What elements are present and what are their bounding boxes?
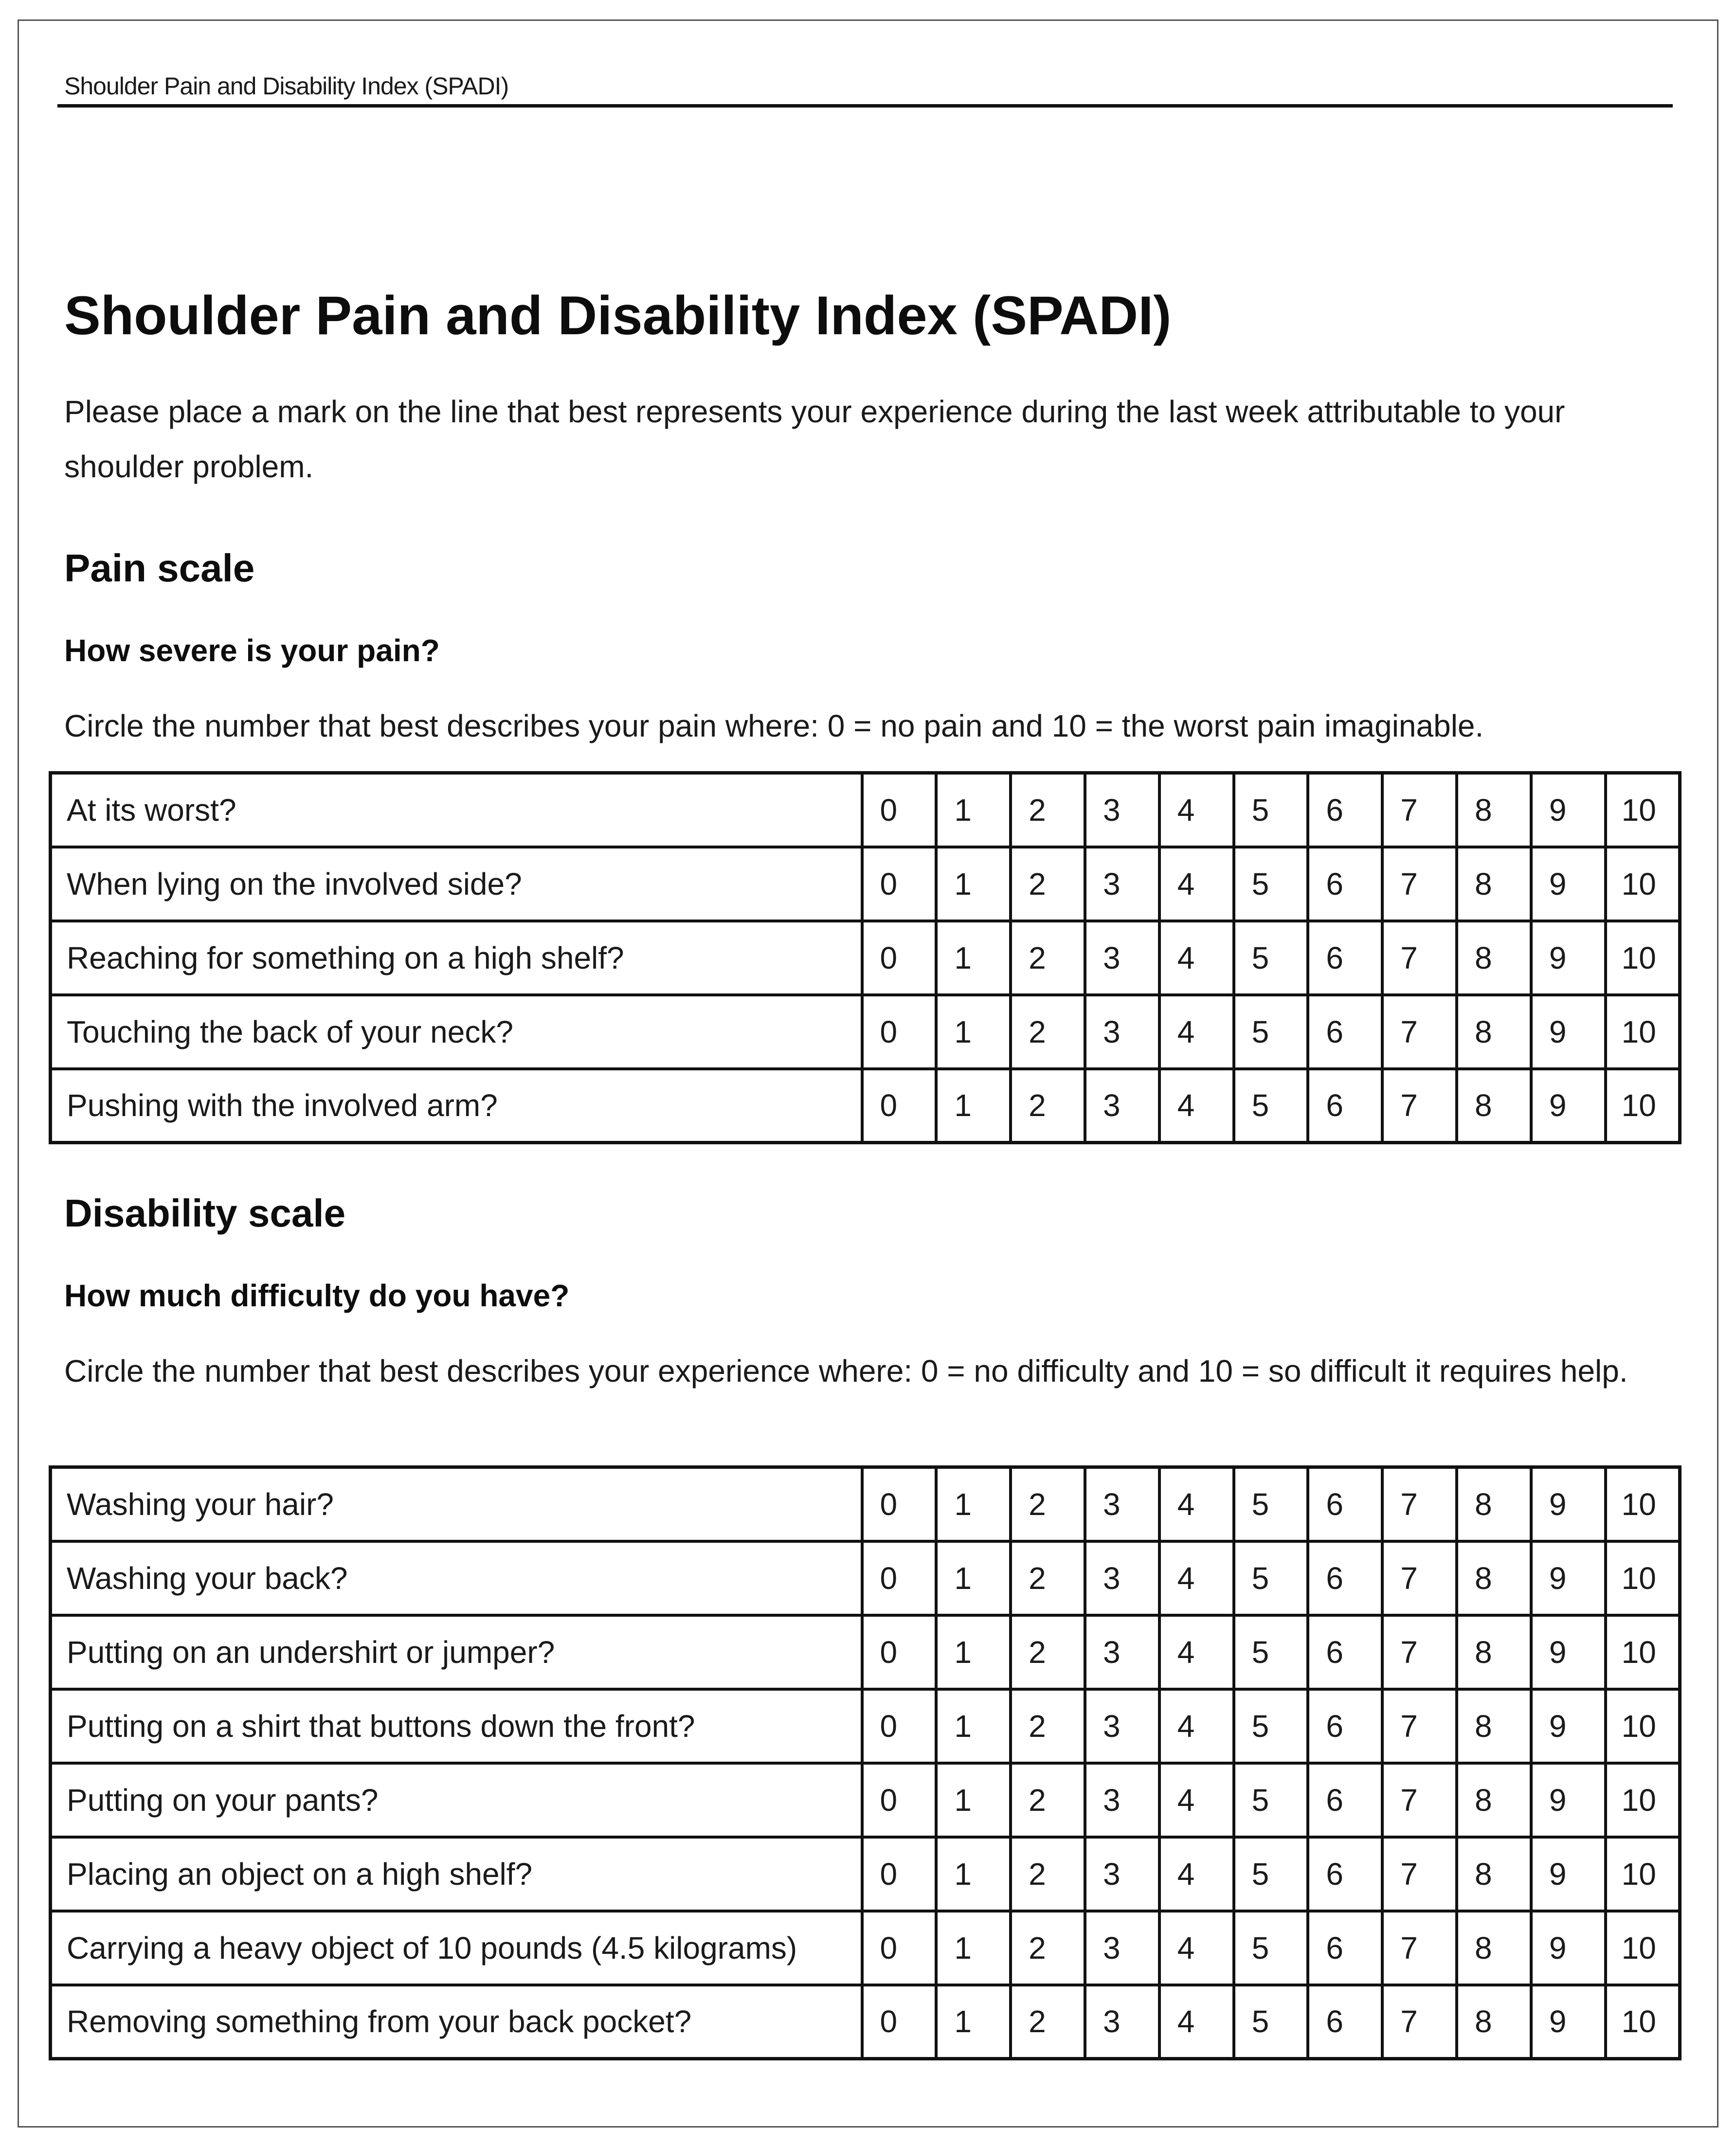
score-option-4[interactable]: 4: [1159, 1069, 1234, 1143]
score-option-5[interactable]: 5: [1234, 1615, 1308, 1689]
score-option-7[interactable]: 7: [1382, 921, 1457, 995]
disability-instruction: Circle the number that best describes your experience where: 0 = no difficulty and 10 = so difficult it requires help.: [64, 1353, 1628, 1389]
score-option-6[interactable]: 6: [1308, 1911, 1382, 1985]
score-option-4[interactable]: 4: [1159, 1615, 1234, 1689]
score-option-9[interactable]: 9: [1531, 1763, 1606, 1837]
score-option-3[interactable]: 3: [1085, 1467, 1159, 1541]
table-row: [51, 1541, 1680, 1615]
score-option-7[interactable]: 7: [1382, 1467, 1457, 1541]
score-option-7[interactable]: 7: [1382, 1615, 1457, 1689]
score-option-4[interactable]: 4: [1159, 995, 1234, 1069]
score-option-4[interactable]: 4: [1159, 921, 1234, 995]
score-option-8[interactable]: 8: [1457, 773, 1531, 847]
score-option-9[interactable]: 9: [1531, 1911, 1606, 1985]
score-option-0[interactable]: 0: [862, 773, 937, 847]
score-option-5[interactable]: 5: [1234, 847, 1308, 921]
score-option-10[interactable]: 10: [1606, 1467, 1680, 1541]
score-option-8[interactable]: 8: [1457, 1615, 1531, 1689]
score-option-1[interactable]: 1: [936, 1069, 1011, 1143]
score-option-2[interactable]: 2: [1011, 1763, 1085, 1837]
score-option-9[interactable]: 9: [1531, 995, 1606, 1069]
header-rule: [57, 104, 1673, 108]
score-option-3[interactable]: 3: [1085, 1985, 1159, 2059]
score-option-9[interactable]: 9: [1531, 773, 1606, 847]
score-option-6[interactable]: 6: [1308, 773, 1382, 847]
score-option-1[interactable]: 1: [936, 1541, 1011, 1615]
score-option-5[interactable]: 5: [1234, 921, 1308, 995]
score-option-0[interactable]: 0: [862, 1689, 937, 1763]
table-row: [51, 995, 1680, 1069]
score-option-10[interactable]: 10: [1606, 773, 1680, 847]
question-label: At its worst?: [51, 773, 862, 847]
score-option-7[interactable]: 7: [1382, 773, 1457, 847]
score-option-2[interactable]: 2: [1011, 1911, 1085, 1985]
disability-scale-heading: Disability scale: [64, 1191, 346, 1235]
score-option-1[interactable]: 1: [936, 1763, 1011, 1837]
score-option-0[interactable]: 0: [862, 1541, 937, 1615]
score-option-6[interactable]: 6: [1308, 1541, 1382, 1615]
question-label: Putting on an undershirt or jumper?: [51, 1615, 862, 1689]
question-label: Pushing with the involved arm?: [51, 1069, 862, 1143]
score-option-8[interactable]: 8: [1457, 1467, 1531, 1541]
score-option-3[interactable]: 3: [1085, 1911, 1159, 1985]
score-option-10[interactable]: 10: [1606, 1763, 1680, 1837]
question-label: Removing something from your back pocket?: [51, 1985, 862, 2059]
score-option-0[interactable]: 0: [862, 1615, 937, 1689]
score-option-10[interactable]: 10: [1606, 995, 1680, 1069]
score-option-1[interactable]: 1: [936, 1689, 1011, 1763]
score-option-1[interactable]: 1: [936, 1837, 1011, 1911]
score-option-0[interactable]: 0: [862, 847, 937, 921]
score-option-7[interactable]: 7: [1382, 995, 1457, 1069]
disability-question: How much difficulty do you have?: [64, 1278, 570, 1313]
score-option-3[interactable]: 3: [1085, 1837, 1159, 1911]
score-option-0[interactable]: 0: [862, 1763, 937, 1837]
score-option-10[interactable]: 10: [1606, 1911, 1680, 1985]
score-option-10[interactable]: 10: [1606, 1615, 1680, 1689]
score-option-1[interactable]: 1: [936, 1985, 1011, 2059]
score-option-0[interactable]: 0: [862, 1911, 937, 1985]
score-option-5[interactable]: 5: [1234, 1985, 1308, 2059]
score-option-6[interactable]: 6: [1308, 1069, 1382, 1143]
score-option-4[interactable]: 4: [1159, 847, 1234, 921]
score-option-2[interactable]: 2: [1011, 1069, 1085, 1143]
score-option-2[interactable]: 2: [1011, 1615, 1085, 1689]
score-option-3[interactable]: 3: [1085, 1689, 1159, 1763]
score-option-4[interactable]: 4: [1159, 1467, 1234, 1541]
score-option-9[interactable]: 9: [1531, 1689, 1606, 1763]
table-row: [51, 1689, 1680, 1763]
score-option-5[interactable]: 5: [1234, 1911, 1308, 1985]
score-option-9[interactable]: 9: [1531, 847, 1606, 921]
score-option-5[interactable]: 5: [1234, 1467, 1308, 1541]
table-row: [51, 1763, 1680, 1837]
question-label: Putting on a shirt that buttons down the front?: [51, 1689, 862, 1763]
score-option-7[interactable]: 7: [1382, 1985, 1457, 2059]
question-label: Reaching for something on a high shelf?: [51, 921, 862, 995]
table-row: [51, 773, 1680, 847]
question-label: Washing your hair?: [51, 1467, 862, 1541]
score-option-10[interactable]: 10: [1606, 1689, 1680, 1763]
score-option-2[interactable]: 2: [1011, 847, 1085, 921]
score-option-6[interactable]: 6: [1308, 1763, 1382, 1837]
score-option-10[interactable]: 10: [1606, 1837, 1680, 1911]
score-option-6[interactable]: 6: [1308, 1615, 1382, 1689]
pain-question: How severe is your pain?: [64, 633, 440, 668]
score-option-4[interactable]: 4: [1159, 1763, 1234, 1837]
score-option-7[interactable]: 7: [1382, 1837, 1457, 1911]
score-option-0[interactable]: 0: [862, 921, 937, 995]
score-option-3[interactable]: 3: [1085, 1069, 1159, 1143]
score-option-6[interactable]: 6: [1308, 1837, 1382, 1911]
score-option-6[interactable]: 6: [1308, 1689, 1382, 1763]
score-option-6[interactable]: 6: [1308, 995, 1382, 1069]
pain-scale-heading: Pain scale: [64, 546, 255, 590]
table-row: [51, 1467, 1680, 1541]
score-option-10[interactable]: 10: [1606, 1985, 1680, 2059]
score-option-8[interactable]: 8: [1457, 995, 1531, 1069]
score-option-0[interactable]: 0: [862, 1467, 937, 1541]
score-option-8[interactable]: 8: [1457, 1541, 1531, 1615]
score-option-9[interactable]: 9: [1531, 1467, 1606, 1541]
score-option-6[interactable]: 6: [1308, 1985, 1382, 2059]
score-option-2[interactable]: 2: [1011, 1837, 1085, 1911]
score-option-1[interactable]: 1: [936, 1467, 1011, 1541]
score-option-4[interactable]: 4: [1159, 773, 1234, 847]
pain-instruction: Circle the number that best describes your pain where: 0 = no pain and 10 = the worst pain imaginable.: [64, 708, 1484, 743]
table-row: [51, 1911, 1680, 1985]
score-option-5[interactable]: 5: [1234, 1763, 1308, 1837]
score-option-4[interactable]: 4: [1159, 1837, 1234, 1911]
score-option-6[interactable]: 6: [1308, 1467, 1382, 1541]
score-option-7[interactable]: 7: [1382, 1541, 1457, 1615]
score-option-1[interactable]: 1: [936, 921, 1011, 995]
score-option-1[interactable]: 1: [936, 995, 1011, 1069]
score-option-8[interactable]: 8: [1457, 1837, 1531, 1911]
score-option-5[interactable]: 5: [1234, 1069, 1308, 1143]
score-option-7[interactable]: 7: [1382, 1911, 1457, 1985]
score-option-3[interactable]: 3: [1085, 773, 1159, 847]
score-option-5[interactable]: 5: [1234, 1541, 1308, 1615]
score-option-1[interactable]: 1: [936, 1615, 1011, 1689]
running-header: Shoulder Pain and Disability Index (SPADI): [64, 72, 509, 100]
score-option-3[interactable]: 3: [1085, 1615, 1159, 1689]
question-label: Washing your back?: [51, 1541, 862, 1615]
score-option-0[interactable]: 0: [862, 1985, 937, 2059]
score-option-5[interactable]: 5: [1234, 995, 1308, 1069]
score-option-8[interactable]: 8: [1457, 1763, 1531, 1837]
score-option-6[interactable]: 6: [1308, 847, 1382, 921]
score-option-8[interactable]: 8: [1457, 921, 1531, 995]
score-option-7[interactable]: 7: [1382, 847, 1457, 921]
score-option-1[interactable]: 1: [936, 1911, 1011, 1985]
score-option-0[interactable]: 0: [862, 995, 937, 1069]
score-option-2[interactable]: 2: [1011, 773, 1085, 847]
score-option-3[interactable]: 3: [1085, 995, 1159, 1069]
question-label: Placing an object on a high shelf?: [51, 1837, 862, 1911]
score-option-7[interactable]: 7: [1382, 1689, 1457, 1763]
score-option-9[interactable]: 9: [1531, 921, 1606, 995]
table-row: [51, 1985, 1680, 2059]
score-option-8[interactable]: 8: [1457, 1069, 1531, 1143]
score-option-7[interactable]: 7: [1382, 1069, 1457, 1143]
score-option-0[interactable]: 0: [862, 1069, 937, 1143]
question-label: Touching the back of your neck?: [51, 995, 862, 1069]
score-option-2[interactable]: 2: [1011, 1985, 1085, 2059]
score-option-9[interactable]: 9: [1531, 1837, 1606, 1911]
question-label: Carrying a heavy object of 10 pounds (4.5 kilograms): [51, 1911, 862, 1985]
score-option-6[interactable]: 6: [1308, 921, 1382, 995]
score-option-0[interactable]: 0: [862, 1837, 937, 1911]
score-option-9[interactable]: 9: [1531, 1615, 1606, 1689]
score-option-4[interactable]: 4: [1159, 1689, 1234, 1763]
score-option-10[interactable]: 10: [1606, 847, 1680, 921]
score-option-5[interactable]: 5: [1234, 1689, 1308, 1763]
score-option-5[interactable]: 5: [1234, 773, 1308, 847]
table-row: [51, 921, 1680, 995]
score-option-3[interactable]: 3: [1085, 921, 1159, 995]
score-option-2[interactable]: 2: [1011, 1541, 1085, 1615]
score-option-10[interactable]: 10: [1606, 921, 1680, 995]
score-option-3[interactable]: 3: [1085, 1541, 1159, 1615]
score-option-8[interactable]: 8: [1457, 847, 1531, 921]
table-row: [51, 847, 1680, 921]
score-option-9[interactable]: 9: [1531, 1069, 1606, 1143]
question-label: When lying on the involved side?: [51, 847, 862, 921]
score-option-7[interactable]: 7: [1382, 1763, 1457, 1837]
table-row: [51, 1837, 1680, 1911]
score-option-9[interactable]: 9: [1531, 1985, 1606, 2059]
score-option-4[interactable]: 4: [1159, 1985, 1234, 2059]
score-option-8[interactable]: 8: [1457, 1689, 1531, 1763]
score-option-1[interactable]: 1: [936, 847, 1011, 921]
pain-scale-table: [49, 771, 1682, 1144]
table-row: [51, 1615, 1680, 1689]
disability-scale-table: [49, 1465, 1682, 2060]
question-label: Putting on your pants?: [51, 1763, 862, 1837]
score-option-3[interactable]: 3: [1085, 1763, 1159, 1837]
score-option-2[interactable]: 2: [1011, 995, 1085, 1069]
page-title: Shoulder Pain and Disability Index (SPADI): [64, 285, 1172, 346]
score-option-8[interactable]: 8: [1457, 1985, 1531, 2059]
intro-text: Please place a mark on the line that best represents your experience during the last week attributable to your shoulder problem.: [64, 394, 1565, 484]
score-option-10[interactable]: 10: [1606, 1069, 1680, 1143]
table-row: [51, 1069, 1680, 1143]
score-option-8[interactable]: 8: [1457, 1911, 1531, 1985]
score-option-2[interactable]: 2: [1011, 1467, 1085, 1541]
score-option-1[interactable]: 1: [936, 773, 1011, 847]
score-option-2[interactable]: 2: [1011, 1689, 1085, 1763]
score-option-3[interactable]: 3: [1085, 847, 1159, 921]
score-option-9[interactable]: 9: [1531, 1541, 1606, 1615]
score-option-5[interactable]: 5: [1234, 1837, 1308, 1911]
score-option-4[interactable]: 4: [1159, 1911, 1234, 1985]
score-option-2[interactable]: 2: [1011, 921, 1085, 995]
score-option-10[interactable]: 10: [1606, 1541, 1680, 1615]
score-option-4[interactable]: 4: [1159, 1541, 1234, 1615]
